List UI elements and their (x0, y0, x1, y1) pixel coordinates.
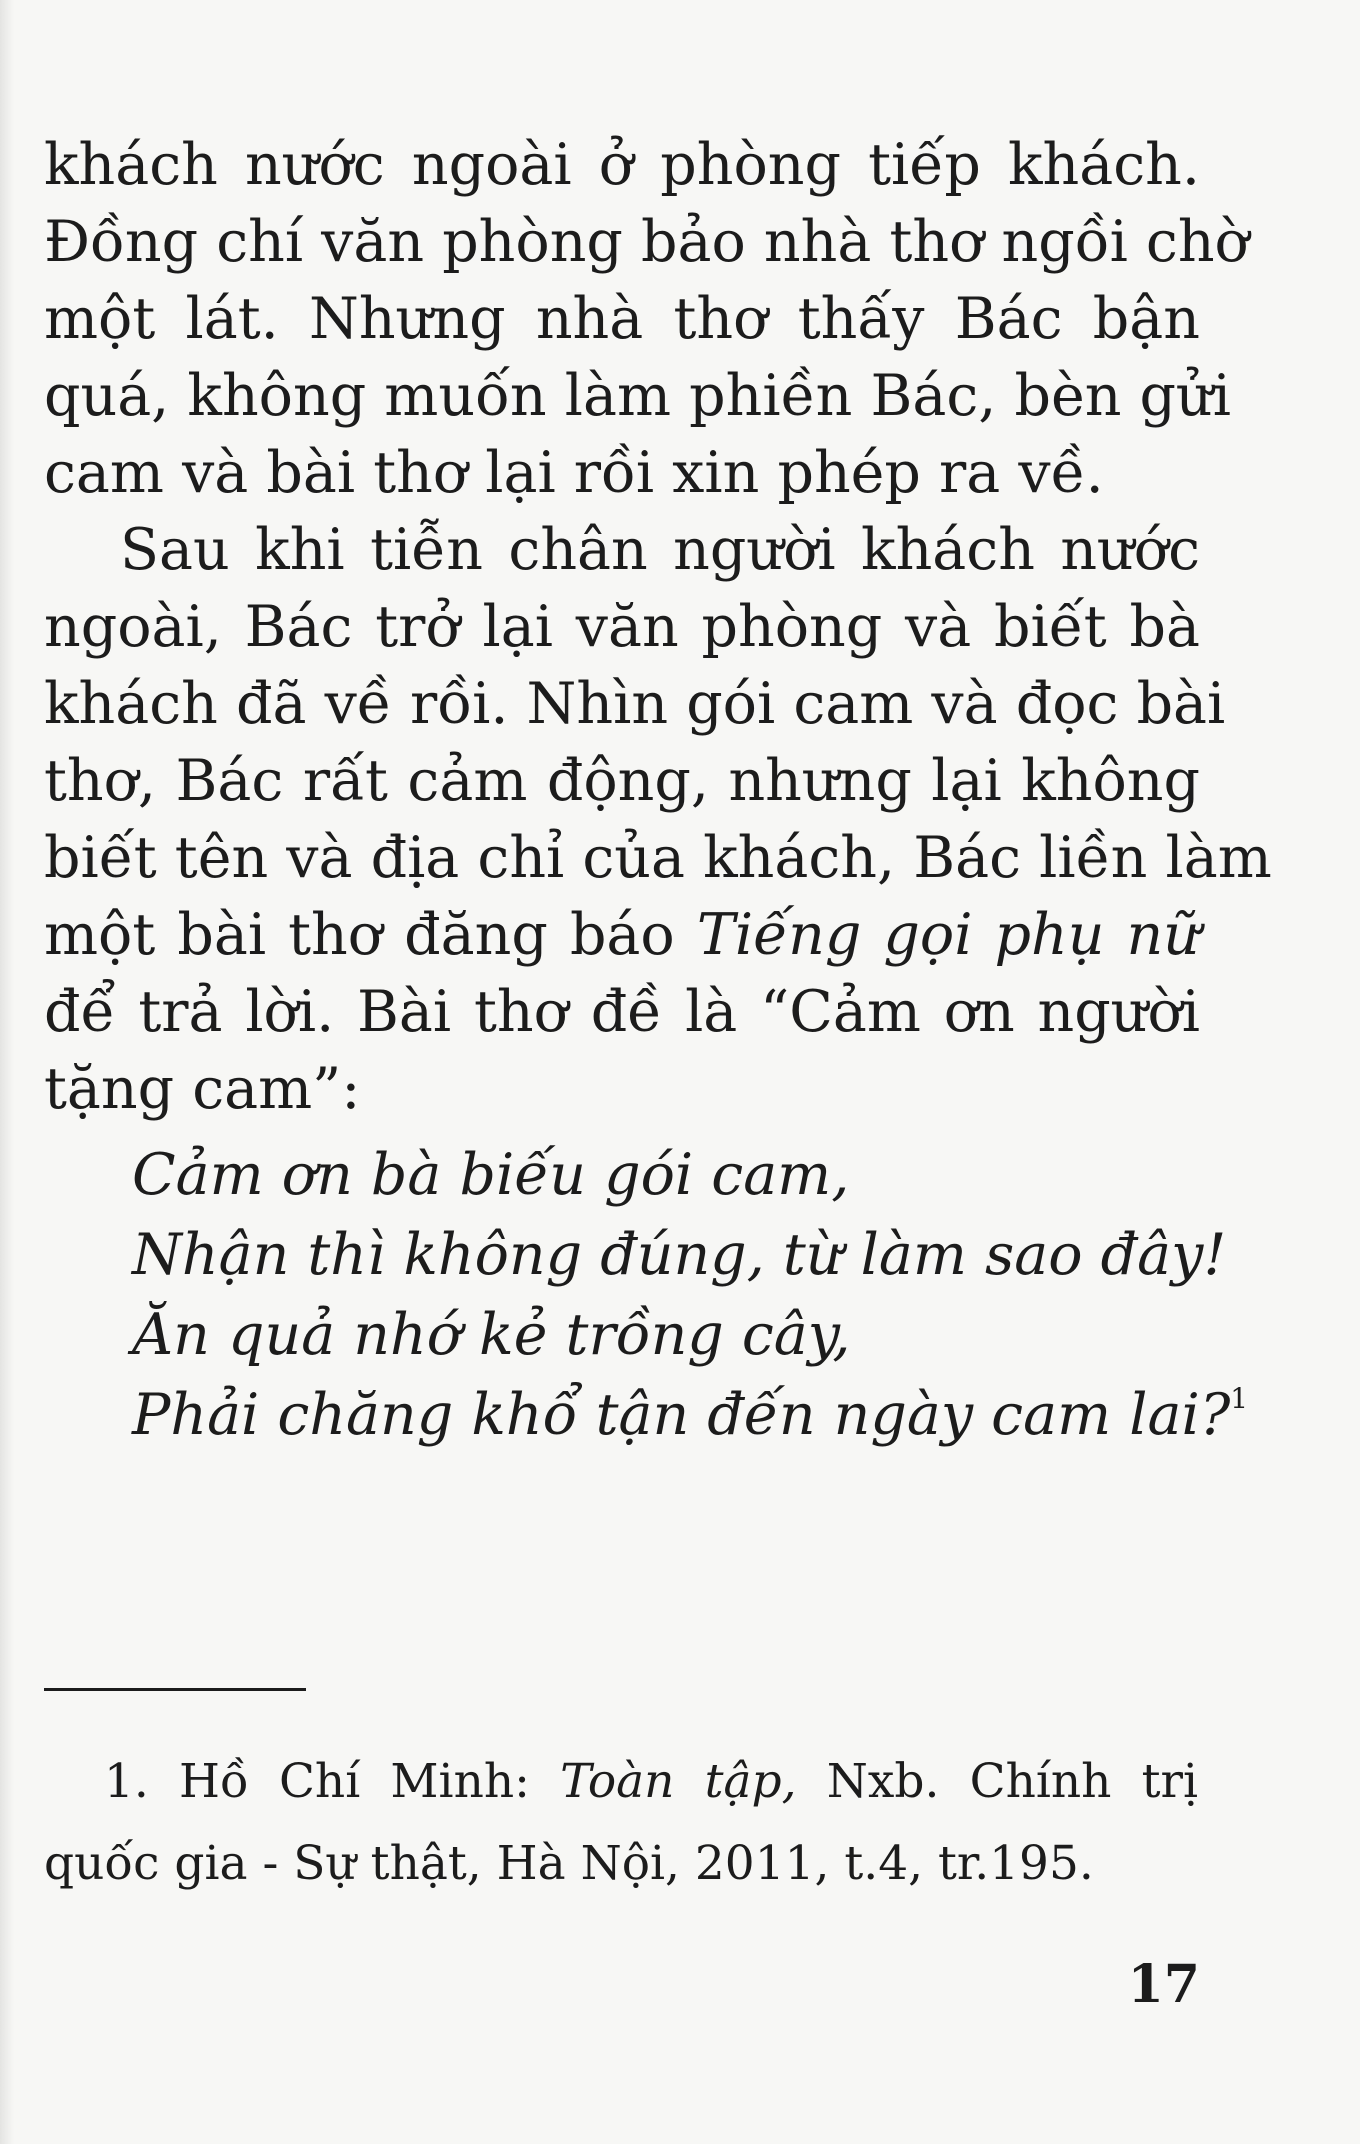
text-line: Đồng chí văn phòng bảo nhà thơ ngồi chờ (44, 209, 1249, 275)
text-line (44, 896, 1200, 974)
newspaper-title: Tiếng gọi phụ nữ (696, 902, 1200, 968)
text-line: khách nước ngoài ở phòng tiếp khách. (44, 132, 1200, 198)
text-line: cam và bài thơ lại rồi xin phép ra về. (44, 440, 1104, 506)
text-line: biết tên và địa chỉ của khách, Bác liền làm (44, 825, 1272, 891)
poem-line-text: Phải chăng khổ tận đến ngày cam lai? (132, 1382, 1231, 1448)
poem-line: Nhận thì không đúng, từ làm sao đây! (132, 1222, 1227, 1288)
page-binding-shadow (0, 0, 14, 2144)
footnote-number: 1. (104, 1754, 149, 1809)
text-line: tặng cam”: (44, 1056, 361, 1122)
footnote-reference: 1 (1230, 1382, 1249, 1415)
text-line: ngoài, Bác trở lại văn phòng và biết bà (44, 594, 1200, 660)
footnote-title: Toàn tập, (560, 1754, 797, 1809)
footnote-publisher: Nxb. Chính trị (796, 1754, 1199, 1809)
text-line: Sau khi tiễn chân người khách nước (120, 517, 1200, 583)
footnote-divider (44, 1688, 306, 1691)
page-number: 17 (1127, 1954, 1200, 2015)
text-line: khách đã về rồi. Nhìn gói cam và đọc bài (44, 671, 1226, 737)
poem-line (132, 1376, 1248, 1454)
text-line: thơ, Bác rất cảm động, nhưng lại không (44, 748, 1200, 814)
poem-line: Ăn quả nhớ kẻ trồng cây, (132, 1302, 851, 1368)
text-run: một bài thơ đăng báo (44, 902, 697, 968)
footnote-line (104, 1750, 1198, 1814)
text-line: để trả lời. Bài thơ đề là “Cảm ơn người (44, 979, 1200, 1045)
footnote-line: quốc gia - Sự thật, Hà Nội, 2011, t.4, tr.195. (44, 1836, 1094, 1891)
text-line: quá, không muốn làm phiền Bác, bèn gửi (44, 363, 1231, 429)
text-line: một lát. Nhưng nhà thơ thấy Bác bận (44, 286, 1200, 352)
poem-line: Cảm ơn bà biếu gói cam, (132, 1142, 850, 1208)
footnote-author: Hồ Chí Minh: (148, 1754, 561, 1809)
